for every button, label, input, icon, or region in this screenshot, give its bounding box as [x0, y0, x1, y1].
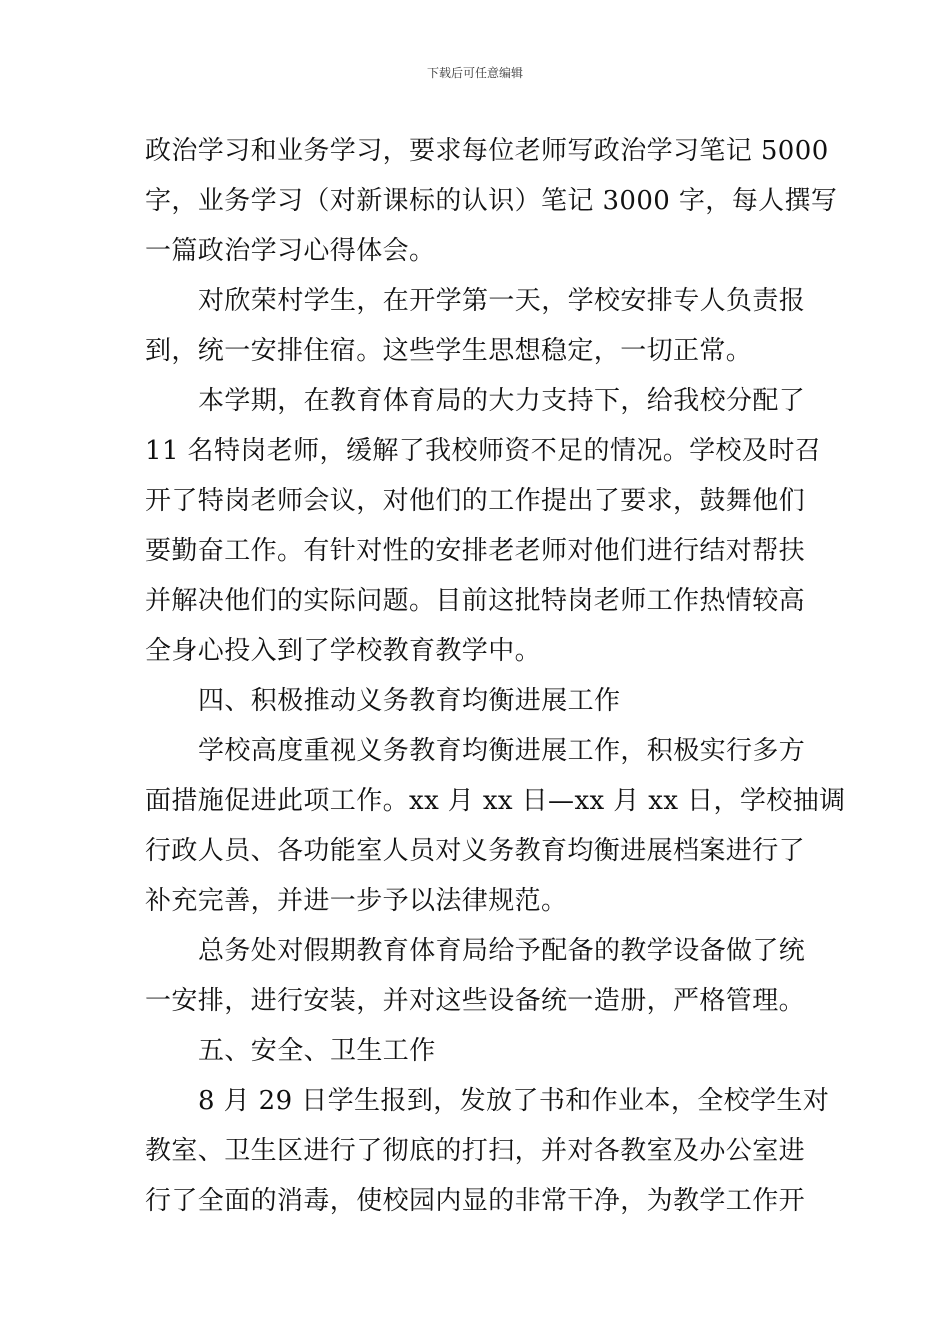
text-line: 教室、卫生区进行了彻底的打扫，并对各教室及办公室进 [145, 1136, 806, 1166]
text-line: 补充完善，并进一步予以法律规范。 [145, 886, 568, 916]
text-line: 行政人员、各功能室人员对义务教育均衡进展档案进行了 [145, 836, 806, 866]
text-line: 全身心投入到了学校教育教学中。 [145, 636, 542, 666]
text-line: 开了特岗老师会议，对他们的工作提出了要求，鼓舞他们 [145, 486, 806, 516]
document-body [145, 126, 846, 1226]
section-heading: 五、安全、卫生工作 [198, 1036, 436, 1066]
text-line: 政治学习和业务学习，要求每位老师写政治学习笔记 5000 [145, 136, 829, 166]
text-line: 并解决他们的实际问题。目前这批特岗老师工作热情较高 [145, 586, 806, 616]
text-line: 本学期，在教育体育局的大力支持下，给我校分配了 [198, 386, 806, 416]
text-line: 到，统一安排住宿。这些学生思想稳定，一切正常。 [145, 336, 753, 366]
text-line: 8 月 29 日学生报到，发放了书和作业本，全校学生对 [198, 1086, 830, 1116]
text-line: 学校高度重视义务教育均衡进展工作，积极实行多方 [198, 736, 806, 766]
page-header-note: 下载后可任意编辑 [426, 66, 523, 80]
text-line: 面措施促进此项工作。xx 月 xx 日—xx 月 xx 日，学校抽调 [145, 786, 846, 816]
text-line: 一篇政治学习心得体会。 [145, 236, 436, 266]
text-line: 字，业务学习（对新课标的认识）笔记 3000 字，每人撰写 [145, 186, 838, 216]
text-line: 11 名特岗老师，缓解了我校师资不足的情况。学校及时召 [145, 436, 822, 466]
section-heading: 四、积极推动义务教育均衡进展工作 [198, 686, 621, 716]
text-line: 行了全面的消毒，使校园内显的非常干净，为教学工作开 [145, 1186, 806, 1216]
text-line: 对欣荣村学生，在开学第一天，学校安排专人负责报 [198, 286, 806, 316]
text-line: 总务处对假期教育体育局给予配备的教学设备做了统 [198, 936, 806, 966]
text-line: 要勤奋工作。有针对性的安排老老师对他们进行结对帮扶 [145, 536, 806, 566]
text-line: 一安排，进行安装，并对这些设备统一造册，严格管理。 [145, 986, 806, 1016]
